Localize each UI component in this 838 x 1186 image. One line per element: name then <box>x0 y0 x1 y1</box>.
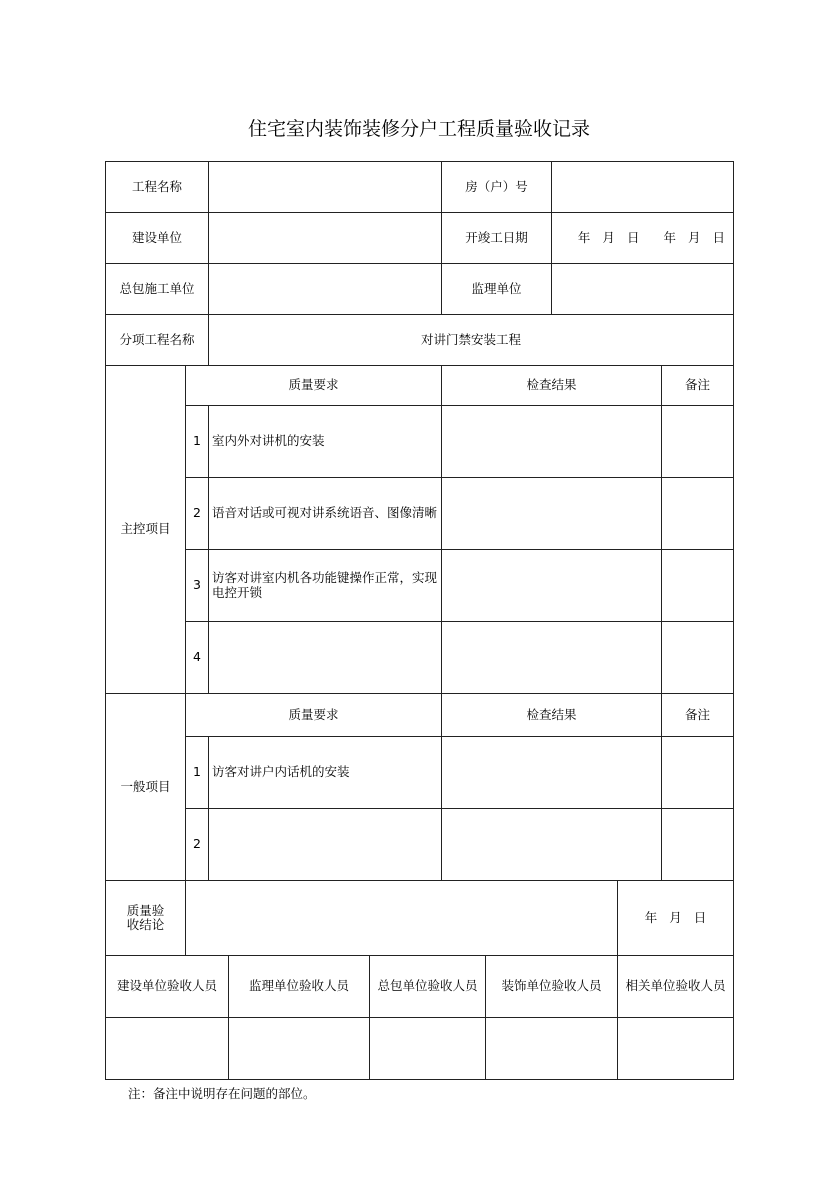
signer-related-label: 相关单位验收人员 <box>617 955 734 1018</box>
main-item-no: 2 <box>185 477 209 550</box>
main-item-text: 访客对讲室内机各功能键操作正常，实现电控开锁 <box>208 549 442 622</box>
conclusion-field[interactable] <box>185 880 618 956</box>
signer-builder-label: 建设单位验收人员 <box>105 955 229 1018</box>
general-item-remark[interactable] <box>661 736 734 809</box>
start-day: 日 <box>626 229 640 245</box>
main-item-result[interactable] <box>441 477 662 550</box>
conclusion-year: 年 <box>644 909 658 925</box>
main-item-remark[interactable] <box>661 477 734 550</box>
end-year: 年 <box>663 229 676 245</box>
main-item-remark[interactable] <box>661 549 734 622</box>
dates-field[interactable] <box>551 212 734 264</box>
signer-contractor-label: 总包单位验收人员 <box>369 955 486 1018</box>
room-label: 房（户）号 <box>441 161 552 213</box>
conclusion-day: 日 <box>693 909 707 925</box>
supervisor-label: 监理单位 <box>441 263 552 315</box>
general-item-text <box>208 808 442 881</box>
general-col-result: 检查结果 <box>441 693 662 737</box>
main-item-no: 1 <box>185 405 209 478</box>
main-item-text: 室内外对讲机的安装 <box>208 405 442 478</box>
conclusion-month: 月 <box>669 909 682 925</box>
subitem-label: 分项工程名称 <box>105 314 209 366</box>
main-item-result[interactable] <box>441 405 662 478</box>
builder-field[interactable] <box>208 212 442 264</box>
signer-supervisor-field[interactable] <box>228 1017 370 1080</box>
main-col-requirement: 质量要求 <box>185 365 442 406</box>
supervisor-field[interactable] <box>551 263 734 315</box>
signer-contractor-field[interactable] <box>369 1017 486 1080</box>
main-col-remark: 备注 <box>661 365 734 406</box>
general-col-remark: 备注 <box>661 693 734 737</box>
subitem-value: 对讲门禁安装工程 <box>208 314 734 366</box>
general-item-no: 1 <box>185 736 209 809</box>
page-title: 住宅室内装饰装修分户工程质量验收记录 <box>247 118 590 140</box>
main-item-text <box>208 621 442 694</box>
conclusion-date[interactable] <box>617 880 734 956</box>
contractor-label: 总包施工单位 <box>105 263 209 315</box>
general-item-result[interactable] <box>441 808 662 881</box>
signer-decorator-label: 装饰单位验收人员 <box>485 955 618 1018</box>
main-item-no: 3 <box>185 549 209 622</box>
builder-label: 建设单位 <box>105 212 209 264</box>
end-month: 月 <box>687 229 701 245</box>
dates-label: 开竣工日期 <box>441 212 552 264</box>
general-item-remark[interactable] <box>661 808 734 881</box>
main-item-remark[interactable] <box>661 621 734 694</box>
signer-related-field[interactable] <box>617 1017 734 1080</box>
main-item-result[interactable] <box>441 621 662 694</box>
start-year: 年 <box>577 229 591 245</box>
signer-decorator-field[interactable] <box>485 1017 618 1080</box>
main-item-text: 语音对话或可视对讲系统语音、图像清晰 <box>208 477 442 550</box>
general-item-text: 访客对讲户内话机的安装 <box>208 736 442 809</box>
project-name-field[interactable] <box>208 161 442 213</box>
start-month: 月 <box>602 229 615 245</box>
contractor-field[interactable] <box>208 263 442 315</box>
signer-supervisor-label: 监理单位验收人员 <box>228 955 370 1018</box>
room-field[interactable] <box>551 161 734 213</box>
main-control-label: 主控项目 <box>105 365 186 694</box>
general-item-no: 2 <box>185 808 209 881</box>
project-name-label: 工程名称 <box>105 161 209 213</box>
main-item-no: 4 <box>185 621 209 694</box>
main-item-result[interactable] <box>441 549 662 622</box>
general-item-result[interactable] <box>441 736 662 809</box>
end-day: 日 <box>712 229 725 245</box>
general-label: 一般项目 <box>105 693 186 881</box>
signer-builder-field[interactable] <box>105 1017 229 1080</box>
general-col-requirement: 质量要求 <box>185 693 442 737</box>
main-item-remark[interactable] <box>661 405 734 478</box>
footnote: 注：备注中说明存在问题的部位。 <box>128 1086 316 1101</box>
main-col-result: 检查结果 <box>441 365 662 406</box>
conclusion-label: 质量验收结论 <box>105 880 186 956</box>
